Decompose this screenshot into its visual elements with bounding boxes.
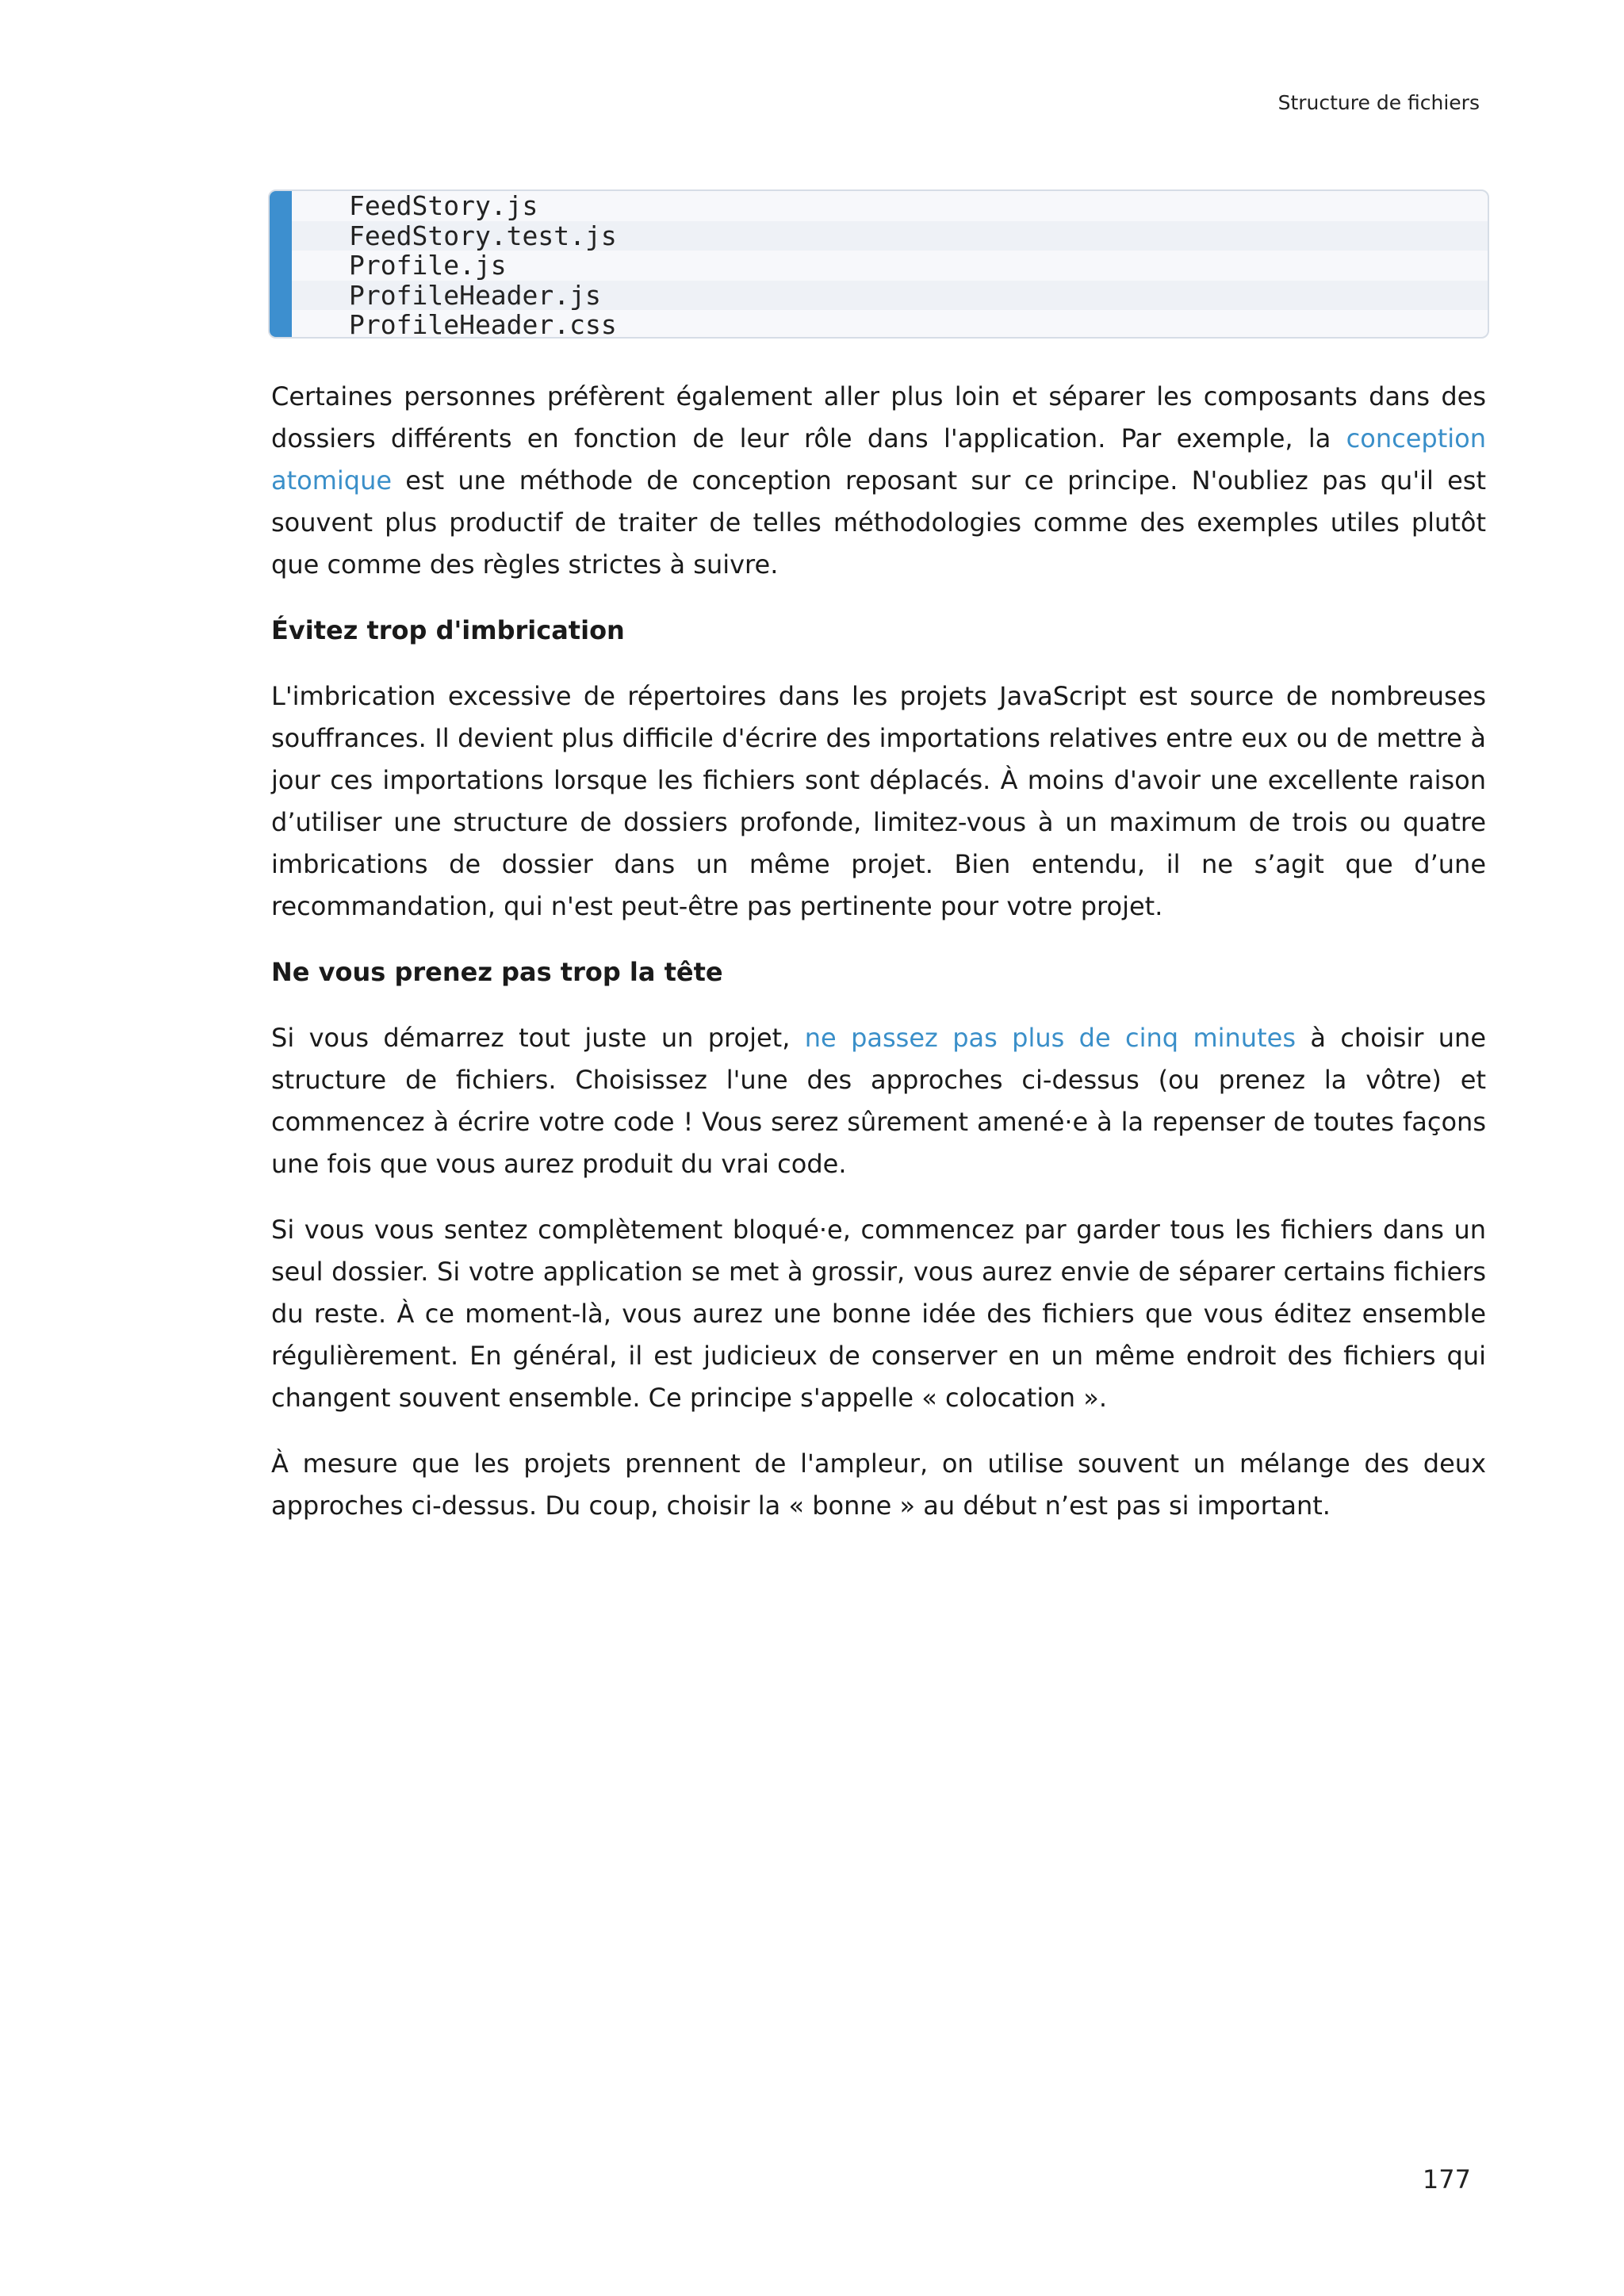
- paragraph-mixed-approaches: À mesure que les projets prennent de l'ampleur, on utilise souvent un mélange des deux approches ci-dessus. Du coup, choisir la « bonne » au début n’est pas si important.: [271, 1448, 1486, 1521]
- paragraph-text: est une méthode de conception reposant sur ce principe. N'oubliez pas qu'il est souvent plus productif de traiter de telles méthodologies comme des exemples utiles plutôt que comme des règles strictes à suivre.: [271, 465, 1486, 580]
- code-line: ProfileHeader.css: [349, 309, 617, 339]
- code-lines: [349, 191, 1488, 339]
- code-line: FeedStory.test.js: [349, 220, 617, 251]
- code-line: Profile.js: [349, 250, 507, 281]
- running-header: Structure de fichiers: [1277, 91, 1480, 114]
- page-number: 177: [1422, 2164, 1471, 2195]
- section-heading-nesting: Évitez trop d'imbrication: [271, 615, 625, 645]
- five-minutes-link[interactable]: ne passez pas plus de cinq minutes: [804, 1023, 1296, 1053]
- paragraph-atomic-design: [271, 376, 1486, 586]
- main-content: [271, 376, 1486, 1551]
- code-block-accent-bar: [270, 191, 292, 337]
- paragraph-start-project: [271, 1017, 1486, 1185]
- code-line: FeedStory.js: [349, 190, 538, 221]
- paragraph-text: Certaines personnes préfèrent également aller plus loin et séparer les composants dans des dossiers différents en fonction de leur rôle dans l'application. Par exemple, la: [271, 381, 1486, 453]
- paragraph-colocation: Si vous vous sentez complètement bloqué·e, commencez par garder tous les fichiers dans un seul dossier. Si votre application se met à grossir, vous aurez envie de séparer certains fichiers du reste. À ce moment-là, vous aurez une bonne idée des fichiers que vous éditez ensemble régulièrement. En général, il est judicieux de conserver en un même endroit des fichiers qui changent souvent ensemble. Ce principe s'appelle « colocation ».: [271, 1215, 1486, 1413]
- paragraph-text: Si vous démarrez tout juste un projet,: [271, 1023, 805, 1053]
- code-block: [268, 189, 1489, 339]
- code-line: ProfileHeader.js: [349, 279, 601, 311]
- section-heading-overthinking: Ne vous prenez pas trop la tête: [271, 957, 723, 987]
- atomic-design-link[interactable]: conception atomique: [271, 423, 1486, 496]
- paragraph-nesting: L'imbrication excessive de répertoires dans les projets JavaScript est source de nombreuses souffrances. Il devient plus difficile d'écrire des importations relatives entre eux ou de mettre à jour ces importations lorsque les fichiers sont déplacés. À moins d'avoir une excellente raison d’utiliser une structure de dossiers profonde, limitez-vous à un maximum de trois ou quatre imbrications de dossier dans un même projet. Bien entendu, il ne s’agit que d’une recommandation, qui n'est peut-être pas pertinente pour votre projet.: [271, 681, 1486, 921]
- paragraph-text: à choisir une structure de fichiers. Choisissez l'une des approches ci-dessus (ou prenez la vôtre) et commencez à écrire votre code ! Vous serez sûrement amené·e à la repenser de toutes façons une fois que vous aurez produit du vrai code.: [271, 1023, 1487, 1179]
